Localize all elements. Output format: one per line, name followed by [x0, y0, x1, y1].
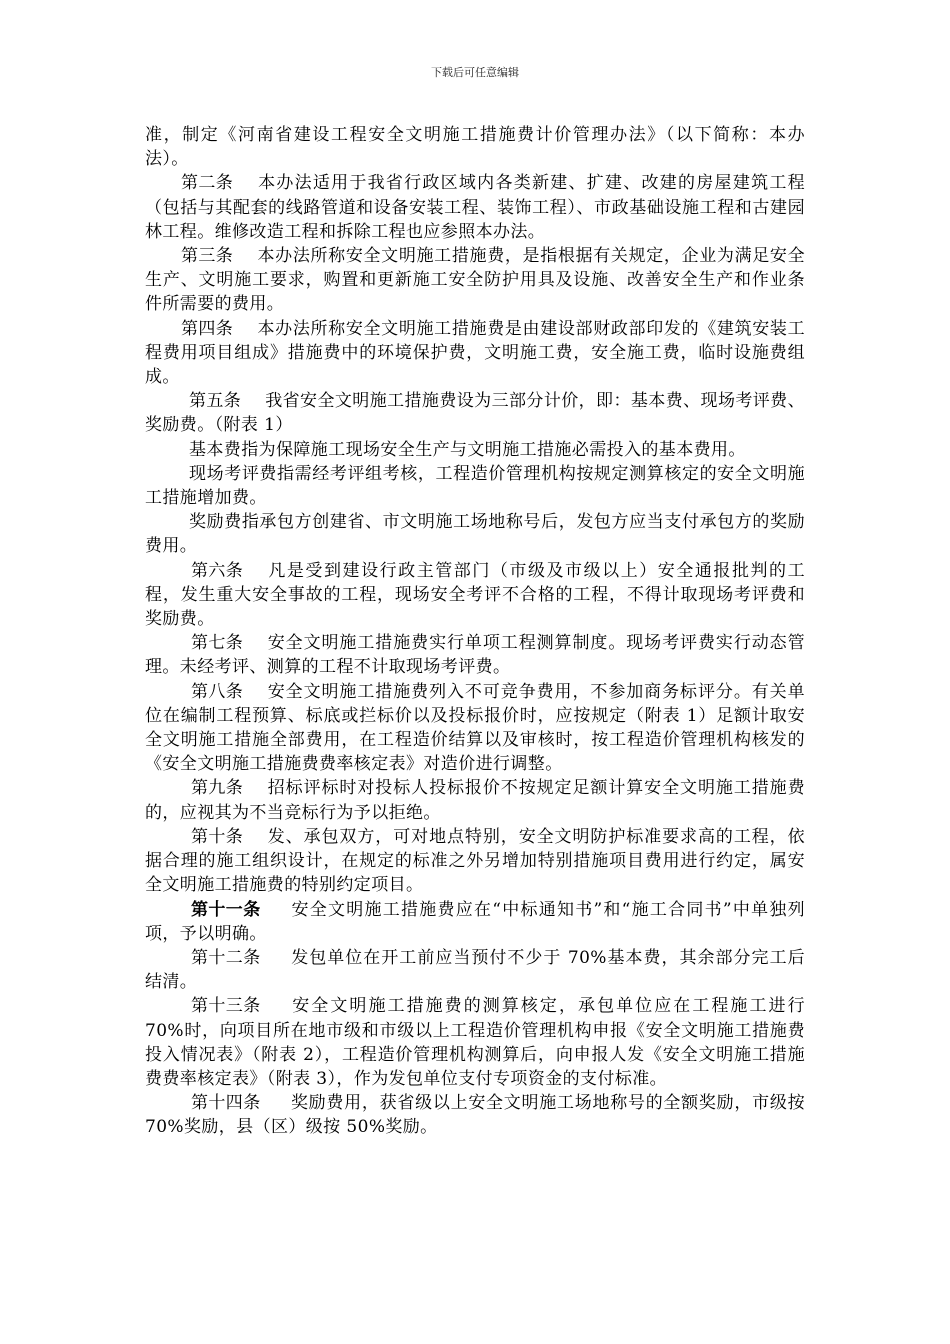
article-11 — [145, 898, 805, 946]
article-3 — [145, 244, 805, 317]
reward-fee-definition — [145, 510, 805, 558]
article-heading: 第三条 — [181, 246, 234, 267]
article-text: 本办法适用于我省行政区域内各类新建、扩建、改建的房屋建筑工程（包括与其配套的线路管道和设备安装工程、装饰工程）、市政基础设施工程和古建园林工程。维修改造工程和拆除工程也应参照本办法。 — [145, 173, 805, 242]
article-text: 招标评标时对投标人投标报价不按规定足额计算安全文明施工措施费的，应视其为不当竞标行为予以拒绝。 — [145, 778, 805, 823]
article-8 — [145, 680, 805, 777]
article-heading: 第十一条 — [191, 899, 261, 920]
article-10 — [145, 825, 805, 898]
regulation-body — [145, 123, 805, 1140]
article-13 — [145, 994, 805, 1091]
article-text: 安全文明施工措施费实行单项工程测算制度。现场考评费实行动态管理。未经考评、测算的工程不计取现场考评费。 — [145, 633, 805, 678]
paragraph-text: 基本费指为保障施工现场安全生产与文明施工措施必需投入的基本费用。 — [189, 439, 746, 460]
article-heading: 第八条 — [191, 681, 244, 702]
article-heading: 第七条 — [191, 633, 244, 654]
article-text: 安全文明施工措施费列入不可竞争费用，不参加商务标评分。有关单位在编制工程预算、标底或拦标价以及投标报价时，应按规定（附表 1）足额计取安全文明施工措施全部费用，在工程造价结算以及审核时，按工程造价管理机构核发的《安全文明施工措施费费率核定表》对造价进行调整。 — [145, 681, 805, 775]
article-heading: 第六条 — [191, 560, 244, 581]
article-text: 凡是受到建设行政主管部门（市级及市级以上）安全通报批判的工程，发生重大安全事故的工程，现场安全考评不合格的工程，不得计取现场考评费和奖励费。 — [145, 560, 805, 630]
article-14 — [145, 1091, 805, 1139]
article-6 — [145, 559, 805, 632]
article-text: 本办法所称安全文明施工措施费，是指根据有关规定，企业为满足安全生产、文明施工要求，购置和更新施工安全防护用具及设施、改善安全生产和作业条件所需要的费用。 — [145, 246, 805, 315]
article-heading: 第十二条 — [191, 947, 261, 968]
article-text: 本办法所称安全文明施工措施费是由建设部财政部印发的《建筑安装工程费用项目组成》措施费中的环境保护费，文明施工费，安全施工费，临时设施费组成。 — [145, 318, 805, 388]
article-heading: 第十三条 — [191, 996, 261, 1017]
article-text: 安全文明施工措施费应在“中标通知书”和“施工合同书”中单独列项，予以明确。 — [145, 899, 805, 944]
article-5 — [145, 389, 805, 437]
article-text: 发、承包双方，可对地点特别，安全文明防护标准要求高的工程，依据合理的施工组织设计，在规定的标准之外另增加特别措施项目费用进行约定，属安全文明施工措施费的特别约定项目。 — [145, 826, 805, 896]
article-2 — [145, 171, 805, 244]
article-7 — [145, 631, 805, 679]
article-heading: 第二条 — [181, 173, 234, 194]
article-heading: 第十四条 — [191, 1093, 261, 1114]
article-heading: 第五条 — [189, 391, 242, 412]
basic-fee-definition — [145, 438, 805, 462]
article-text: 我省安全文明施工措施费设为三部分计价，即：基本费、现场考评费、奖励费。（附表 1） — [145, 391, 805, 436]
article-4 — [145, 317, 805, 390]
paragraph-intro — [145, 123, 805, 171]
download-note: 下载后可任意编辑 — [431, 66, 519, 79]
article-heading: 第四条 — [181, 318, 234, 339]
article-9 — [145, 776, 805, 824]
article-text: 发包单位在开工前应当预付不少于 70%基本费，其余部分完工后结清。 — [145, 947, 805, 993]
paragraph-text: 奖励费指承包方创建省、市文明施工场地称号后，发包方应当支付承包方的奖励费用。 — [145, 512, 805, 557]
paragraph-text: 准，制定《河南省建设工程安全文明施工措施费计价管理办法》（以下简称：本办法）。 — [145, 125, 805, 170]
article-heading: 第十条 — [191, 826, 244, 847]
assessment-fee-definition — [145, 462, 805, 510]
article-text: 安全文明施工措施费的测算核定，承包单位应在工程施工进行 70%时，向项目所在地市级和市级以上工程造价管理机构申报《安全文明施工措施费投入情况表》（附表 2），工程造价管理机构测算后，向申报人发《安全文明施工措施费费率核定表》（附表 3），作为发包单位支付专项资金的支付标准。 — [145, 996, 805, 1089]
article-12 — [145, 946, 805, 994]
article-text: 奖励费用，获省级以上安全文明施工场地称号的全额奖励，市级按 70%奖励，县（区）级按 50%奖励。 — [145, 1093, 805, 1138]
article-heading: 第九条 — [191, 778, 244, 799]
paragraph-text: 现场考评费指需经考评组考核，工程造价管理机构按规定测算核定的安全文明施工措施增加费。 — [145, 463, 805, 509]
